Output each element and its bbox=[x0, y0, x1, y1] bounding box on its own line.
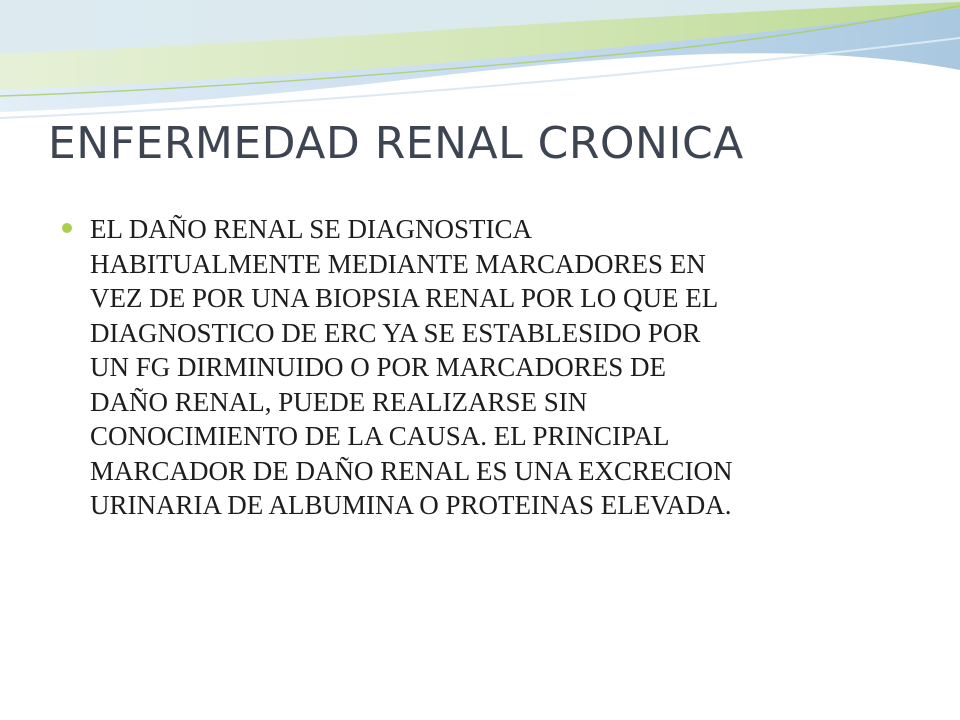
slide-title: ENFERMEDAD RENAL CRONICA bbox=[48, 118, 744, 169]
bullet-text bbox=[90, 212, 920, 523]
bullet-line: HABITUALMENTE MEDIANTE MARCADORES EN bbox=[90, 248, 706, 279]
bullet-dot-icon bbox=[62, 223, 72, 233]
bullet-line: EL DAÑO RENAL SE DIAGNOSTICA bbox=[90, 214, 532, 244]
slide-body bbox=[62, 212, 922, 523]
bullet-line: VEZ DE POR UNA BIOPSIA RENAL POR LO QUE EL bbox=[90, 283, 719, 313]
bullet-line: CONOCIMIENTO DE LA CAUSA. EL PRINCIPAL bbox=[90, 421, 670, 451]
bullet-line: UN FG DIRMINUIDO O POR MARCADORES DE bbox=[90, 352, 667, 382]
bullet-line: URINARIA DE ALBUMINA O PROTEINAS ELEVADA. bbox=[90, 490, 732, 520]
bullet-item bbox=[62, 212, 922, 523]
bullet-line: DIAGNOSTICO DE ERC YA SE ESTABLESIDO POR bbox=[90, 317, 701, 348]
bullet-line: MARCADOR DE DAÑO RENAL ES UNA EXCRECION bbox=[90, 455, 733, 486]
bullet-line: DAÑO RENAL, PUEDE REALIZARSE SIN bbox=[90, 386, 588, 417]
